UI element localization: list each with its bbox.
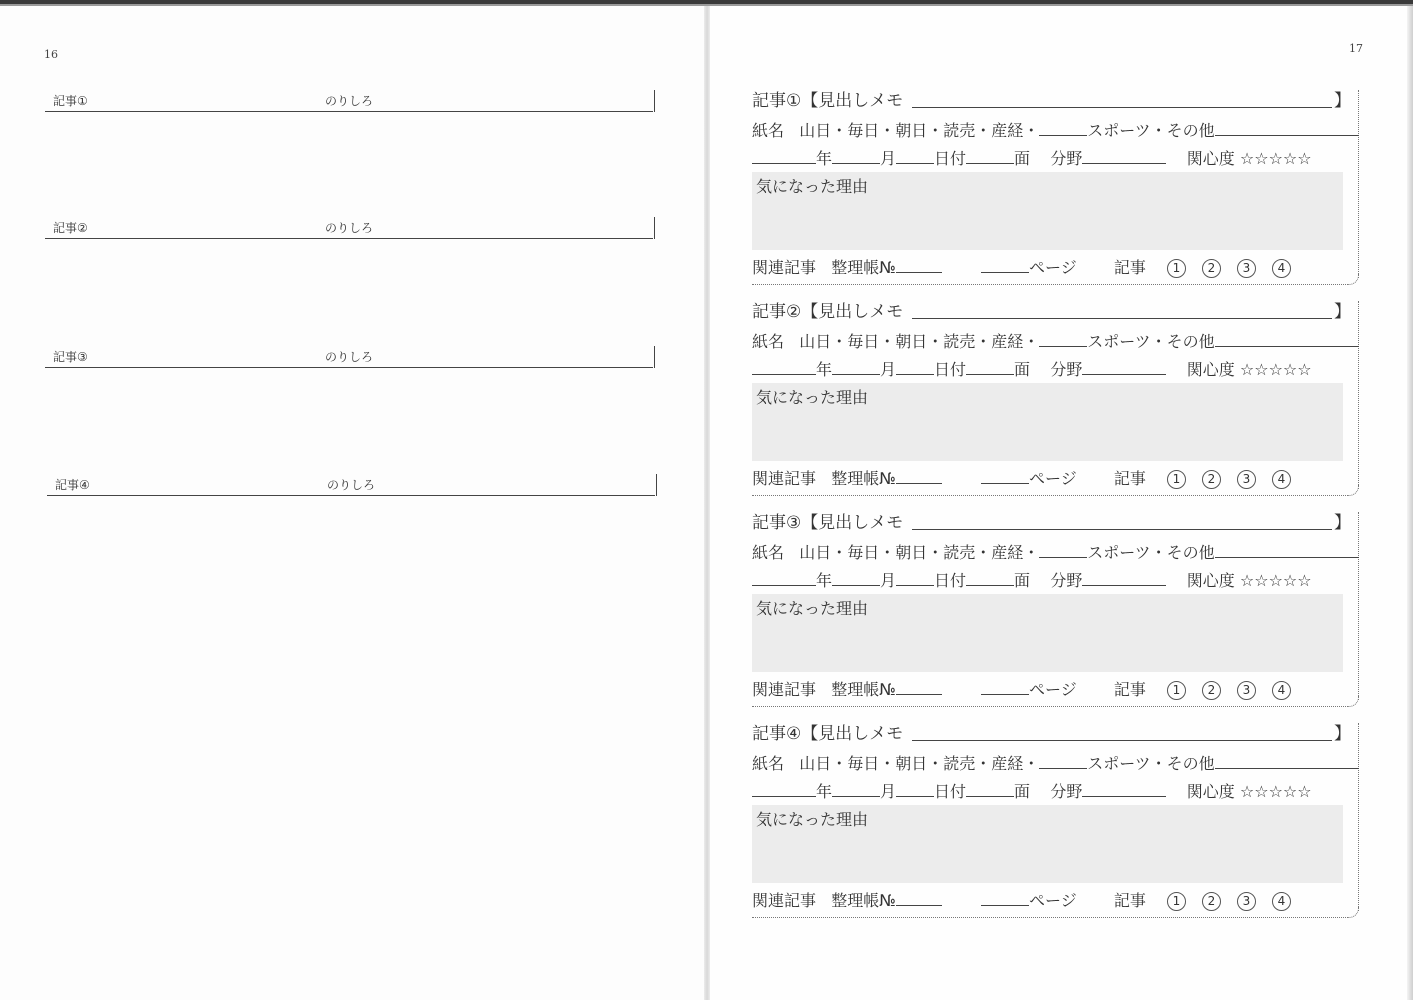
- card-dotted-border: [752, 706, 1348, 707]
- interest-stars[interactable]: ☆☆☆☆☆: [1239, 149, 1312, 168]
- paper-name-row: [752, 751, 1359, 774]
- side-blank[interactable]: [966, 360, 1014, 375]
- paper-name-label: 紙名: [752, 543, 785, 562]
- paper-options: 山日・毎日・朝日・読売・産経・: [799, 543, 1040, 562]
- year-label: 年: [816, 782, 833, 801]
- headline-memo-row: [752, 719, 1351, 744]
- side-label: 面: [1014, 782, 1031, 801]
- other-paper-blank[interactable]: [1215, 754, 1359, 769]
- headline-write-line[interactable]: [912, 529, 1332, 530]
- notebook-no-label: 整理帳№: [831, 891, 896, 910]
- date-row: [752, 568, 1312, 591]
- page-label: ページ: [1029, 469, 1077, 488]
- reason-label: 気になった理由: [756, 810, 869, 829]
- year-blank[interactable]: [752, 149, 816, 164]
- other-paper-blank[interactable]: [1215, 543, 1359, 558]
- paper-name-label: 紙名: [752, 332, 785, 351]
- side-label: 面: [1014, 360, 1031, 379]
- headline-write-line[interactable]: [912, 740, 1332, 741]
- field-blank[interactable]: [1082, 571, 1166, 586]
- sports-other-label: スポーツ・その他: [1087, 543, 1215, 562]
- article-card-1: [752, 86, 1352, 288]
- paste-margin-label: のりしろ: [325, 221, 374, 235]
- card-dotted-border: [752, 495, 1348, 496]
- date-row: [752, 357, 1312, 380]
- notebook-no-blank[interactable]: [896, 469, 942, 484]
- field-blank[interactable]: [1082, 149, 1166, 164]
- related-article-row: [752, 677, 1291, 700]
- side-blank[interactable]: [966, 782, 1014, 797]
- notebook-no-label: 整理帳№: [831, 258, 896, 277]
- article-choice-3[interactable]: 3: [1237, 681, 1256, 700]
- headline-label: 記事③【見出しメモ: [752, 513, 904, 533]
- other-paper-blank[interactable]: [1215, 121, 1359, 136]
- headline-label: 記事④【見出しメモ: [752, 724, 904, 744]
- field-label: 分野: [1050, 360, 1083, 379]
- paste-line-end: [656, 474, 658, 496]
- related-article-row: [752, 888, 1291, 911]
- field-label: 分野: [1050, 571, 1083, 590]
- interest-label: 関心度: [1186, 782, 1235, 801]
- paste-line: [45, 238, 653, 239]
- field-blank[interactable]: [1082, 360, 1166, 375]
- headline-memo-row: [752, 508, 1351, 533]
- article-choice-2[interactable]: 2: [1202, 681, 1221, 700]
- month-blank[interactable]: [832, 571, 880, 586]
- left-page: [0, 6, 706, 1000]
- article-choice-1[interactable]: 1: [1167, 259, 1186, 278]
- date-label: 日付: [934, 571, 967, 590]
- notebook-no-label: 整理帳№: [831, 680, 896, 699]
- notebook-no-blank[interactable]: [896, 258, 942, 273]
- article-choice-2[interactable]: 2: [1202, 259, 1221, 278]
- related-article-row: [752, 466, 1291, 489]
- paper-blank[interactable]: [1039, 754, 1087, 769]
- field-label: 分野: [1050, 782, 1083, 801]
- paste-line: [45, 367, 653, 368]
- date-label: 日付: [934, 149, 967, 168]
- year-label: 年: [816, 360, 833, 379]
- field-label: 分野: [1050, 149, 1083, 168]
- article-card-3: [752, 508, 1352, 710]
- card-dotted-border: [752, 917, 1348, 918]
- paper-name-row: [752, 118, 1359, 141]
- article-choice-2[interactable]: 2: [1202, 470, 1221, 489]
- paste-line: [45, 111, 653, 112]
- reason-box[interactable]: [752, 805, 1343, 883]
- month-label: 月: [880, 782, 897, 801]
- paper-name-row: [752, 540, 1359, 563]
- paste-strip-2: [45, 217, 655, 239]
- card-dotted-border: [752, 284, 1348, 285]
- day-blank[interactable]: [896, 782, 934, 797]
- article-choice-2[interactable]: 2: [1202, 892, 1221, 911]
- reason-label: 気になった理由: [756, 388, 869, 407]
- reason-box[interactable]: [752, 594, 1343, 672]
- article-select-label: 記事: [1113, 680, 1146, 699]
- related-label: 関連記事: [752, 891, 817, 910]
- interest-stars[interactable]: ☆☆☆☆☆: [1239, 571, 1312, 590]
- field-blank[interactable]: [1082, 782, 1166, 797]
- year-blank[interactable]: [752, 782, 816, 797]
- sports-other-label: スポーツ・その他: [1087, 332, 1215, 351]
- article-select-label: 記事: [1113, 469, 1146, 488]
- interest-label: 関心度: [1186, 571, 1235, 590]
- article-choice-3[interactable]: 3: [1237, 259, 1256, 278]
- page-blank[interactable]: [981, 891, 1029, 906]
- headline-close-bracket: 】: [1334, 302, 1351, 322]
- article-label: 記事①: [53, 94, 88, 108]
- page-blank[interactable]: [981, 469, 1029, 484]
- side-blank[interactable]: [966, 571, 1014, 586]
- date-label: 日付: [934, 782, 967, 801]
- article-card-2: [752, 297, 1352, 499]
- month-blank[interactable]: [832, 360, 880, 375]
- page-label: ページ: [1029, 680, 1077, 699]
- month-blank[interactable]: [832, 782, 880, 797]
- day-blank[interactable]: [896, 360, 934, 375]
- day-blank[interactable]: [896, 149, 934, 164]
- article-label: 記事③: [53, 350, 88, 364]
- paste-margin-label: のりしろ: [327, 478, 376, 492]
- side-blank[interactable]: [966, 149, 1014, 164]
- interest-stars[interactable]: ☆☆☆☆☆: [1239, 782, 1312, 801]
- interest-stars[interactable]: ☆☆☆☆☆: [1239, 360, 1312, 379]
- headline-close-bracket: 】: [1334, 724, 1351, 744]
- notebook-no-blank[interactable]: [896, 680, 942, 695]
- paste-strip-1: [45, 90, 655, 112]
- headline-write-line[interactable]: [912, 107, 1332, 108]
- paper-name-label: 紙名: [752, 121, 785, 140]
- date-row: [752, 779, 1312, 802]
- page-label: ページ: [1029, 891, 1077, 910]
- article-label: 記事②: [53, 221, 88, 235]
- reason-label: 気になった理由: [756, 599, 869, 618]
- paper-name-row: [752, 329, 1359, 352]
- related-label: 関連記事: [752, 680, 817, 699]
- related-article-row: [752, 255, 1291, 278]
- interest-label: 関心度: [1186, 360, 1235, 379]
- notebook-no-label: 整理帳№: [831, 469, 896, 488]
- page-blank[interactable]: [981, 680, 1029, 695]
- notebook-no-blank[interactable]: [896, 891, 942, 906]
- headline-label: 記事①【見出しメモ: [752, 91, 904, 111]
- article-choice-3[interactable]: 3: [1237, 892, 1256, 911]
- headline-memo-row: [752, 297, 1351, 322]
- article-choice-4[interactable]: 4: [1272, 259, 1291, 278]
- day-blank[interactable]: [896, 571, 934, 586]
- article-choice-3[interactable]: 3: [1237, 470, 1256, 489]
- year-label: 年: [816, 149, 833, 168]
- date-label: 日付: [934, 360, 967, 379]
- headline-close-bracket: 】: [1334, 513, 1351, 533]
- left-page-number: 16: [44, 48, 58, 61]
- paste-line-end: [654, 90, 656, 112]
- month-label: 月: [880, 360, 897, 379]
- sports-other-label: スポーツ・その他: [1087, 121, 1215, 140]
- article-select-label: 記事: [1113, 258, 1146, 277]
- article-choice-1[interactable]: 1: [1167, 681, 1186, 700]
- date-row: [752, 146, 1312, 169]
- page-label: ページ: [1029, 258, 1077, 277]
- headline-memo-row: [752, 86, 1351, 111]
- article-choice-1[interactable]: 1: [1167, 892, 1186, 911]
- right-page-edge: [1407, 6, 1413, 1000]
- paste-margin-label: のりしろ: [325, 94, 374, 108]
- paper-options: 山日・毎日・朝日・読売・産経・: [799, 332, 1040, 351]
- paper-blank[interactable]: [1039, 121, 1087, 136]
- reason-box[interactable]: [752, 172, 1343, 250]
- right-page-number: 17: [1349, 42, 1363, 55]
- article-choice-4[interactable]: 4: [1272, 892, 1291, 911]
- page-blank[interactable]: [981, 258, 1029, 273]
- paper-blank[interactable]: [1039, 332, 1087, 347]
- related-label: 関連記事: [752, 258, 817, 277]
- article-choice-4[interactable]: 4: [1272, 470, 1291, 489]
- headline-write-line[interactable]: [912, 318, 1332, 319]
- paste-margin-label: のりしろ: [325, 350, 374, 364]
- sports-other-label: スポーツ・その他: [1087, 754, 1215, 773]
- paste-line-end: [654, 217, 656, 239]
- paste-strip-3: [45, 346, 655, 368]
- year-blank[interactable]: [752, 360, 816, 375]
- year-blank[interactable]: [752, 571, 816, 586]
- paper-options: 山日・毎日・朝日・読売・産経・: [799, 754, 1040, 773]
- month-label: 月: [880, 149, 897, 168]
- paper-options: 山日・毎日・朝日・読売・産経・: [799, 121, 1040, 140]
- book-gutter: [704, 6, 710, 1000]
- article-select-label: 記事: [1113, 891, 1146, 910]
- related-label: 関連記事: [752, 469, 817, 488]
- article-card-4: [752, 719, 1352, 921]
- article-label: 記事④: [55, 478, 90, 492]
- side-label: 面: [1014, 149, 1031, 168]
- article-choice-1[interactable]: 1: [1167, 470, 1186, 489]
- side-label: 面: [1014, 571, 1031, 590]
- paper-name-label: 紙名: [752, 754, 785, 773]
- headline-label: 記事②【見出しメモ: [752, 302, 904, 322]
- paper-blank[interactable]: [1039, 543, 1087, 558]
- reason-box[interactable]: [752, 383, 1343, 461]
- interest-label: 関心度: [1186, 149, 1235, 168]
- article-choice-4[interactable]: 4: [1272, 681, 1291, 700]
- month-label: 月: [880, 571, 897, 590]
- other-paper-blank[interactable]: [1215, 332, 1359, 347]
- paste-line: [47, 495, 655, 496]
- reason-label: 気になった理由: [756, 177, 869, 196]
- month-blank[interactable]: [832, 149, 880, 164]
- year-label: 年: [816, 571, 833, 590]
- paste-strip-4: [47, 474, 657, 496]
- headline-close-bracket: 】: [1334, 91, 1351, 111]
- paste-line-end: [654, 346, 656, 368]
